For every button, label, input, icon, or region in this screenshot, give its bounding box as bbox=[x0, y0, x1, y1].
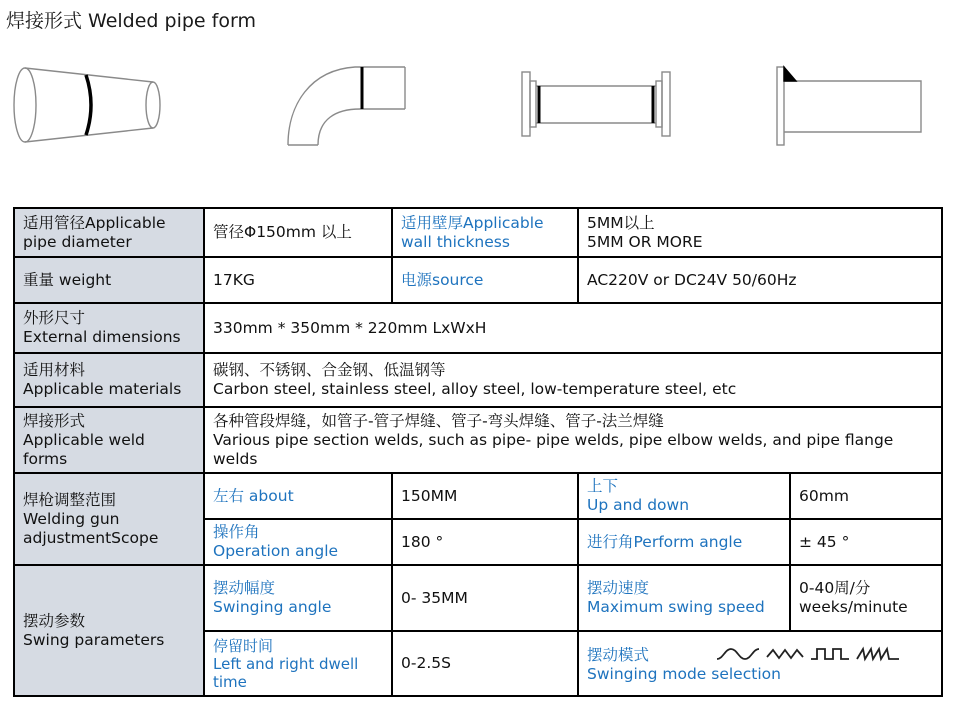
left-right-value: 150MM bbox=[392, 473, 578, 519]
swing-mode-label-en: Swinging mode selection bbox=[587, 665, 781, 683]
swing-mode-label-cn: 摆动模式 bbox=[587, 646, 650, 664]
pipe-elbow-weld-icon bbox=[288, 67, 405, 145]
dwell-time-value: 0-2.5S bbox=[392, 631, 578, 696]
table-row bbox=[14, 407, 942, 473]
swing-mode-icons bbox=[715, 643, 915, 665]
pipe-flange-fillet-weld-icon bbox=[777, 67, 921, 145]
wall-thickness-value: 5MM以上 5MM OR MORE bbox=[578, 208, 942, 257]
dimensions-value: 330mm * 350mm * 220mm LxWxH bbox=[204, 303, 942, 353]
weight-value: 17KG bbox=[204, 257, 392, 303]
operation-angle-label: 操作角 Operation angle bbox=[204, 519, 392, 565]
power-value: AC220V or DC24V 50/60Hz bbox=[578, 257, 942, 303]
perform-angle-label: 进行角Perform angle bbox=[578, 519, 790, 565]
table-row bbox=[14, 208, 942, 257]
spec-table bbox=[13, 207, 943, 697]
triangle-wave-icon bbox=[767, 650, 803, 658]
swing-amplitude-label: 摆动幅度 Swinging angle bbox=[204, 565, 392, 631]
square-wave-icon bbox=[811, 649, 849, 659]
swing-speed-value: 0-40周/分 weeks/minute bbox=[790, 565, 942, 631]
swing-parameters-label: 摆动参数 Swing parameters bbox=[14, 565, 204, 696]
weld-forms-label: 焊接形式 Applicable weld forms bbox=[14, 407, 204, 473]
cone-pipe-weld-icon bbox=[14, 68, 160, 142]
sawtooth-wave-icon bbox=[857, 649, 899, 659]
operation-angle-value: 180 ° bbox=[392, 519, 578, 565]
weld-forms-value: 各种管段焊缝，如管子-管子焊缝、管子-弯头焊缝、管子-法兰焊缝 Various pipe section welds, such as pipe- pipe welds, pipe elbow welds, and pipe flange welds bbox=[204, 407, 942, 473]
materials-label: 适用材料 Applicable materials bbox=[14, 353, 204, 407]
swing-speed-label: 摆动速度 Maximum swing speed bbox=[578, 565, 790, 631]
pipe-flange-weld-icon bbox=[522, 72, 670, 136]
sine-wave-icon bbox=[717, 649, 759, 659]
up-down-label: 上下 Up and down bbox=[578, 473, 790, 519]
wall-thickness-label: 适用壁厚Applicable wall thickness bbox=[392, 208, 578, 257]
dimensions-label: 外形尺寸 External dimensions bbox=[14, 303, 204, 353]
table-row bbox=[14, 303, 942, 353]
left-right-label: 左右 about bbox=[204, 473, 392, 519]
weight-label: 重量 weight bbox=[14, 257, 204, 303]
table-row bbox=[14, 565, 942, 631]
dwell-time-label: 停留时间 Left and right dwell time bbox=[204, 631, 392, 696]
diameter-label: 适用管径Applicable pipe diameter bbox=[14, 208, 204, 257]
perform-angle-value: ± 45 ° bbox=[790, 519, 942, 565]
table-row bbox=[14, 473, 942, 519]
materials-value: 碳钢、不锈钢、合金钢、低温钢等 Carbon steel, stainless steel, alloy steel, low-temperature steel, etc bbox=[204, 353, 942, 407]
swing-mode-cell bbox=[578, 631, 942, 696]
table-row bbox=[14, 353, 942, 407]
weld-form-diagrams bbox=[0, 55, 954, 155]
power-label: 电源source bbox=[392, 257, 578, 303]
page-title: 焊接形式 Welded pipe form bbox=[6, 10, 256, 32]
diameter-value: 管径Φ150mm 以上 bbox=[204, 208, 392, 257]
swing-amplitude-value: 0- 35MM bbox=[392, 565, 578, 631]
up-down-value: 60mm bbox=[790, 473, 942, 519]
gun-adjustment-label: 焊枪调整范围 Welding gun adjustmentScope bbox=[14, 473, 204, 565]
table-row bbox=[14, 257, 942, 303]
